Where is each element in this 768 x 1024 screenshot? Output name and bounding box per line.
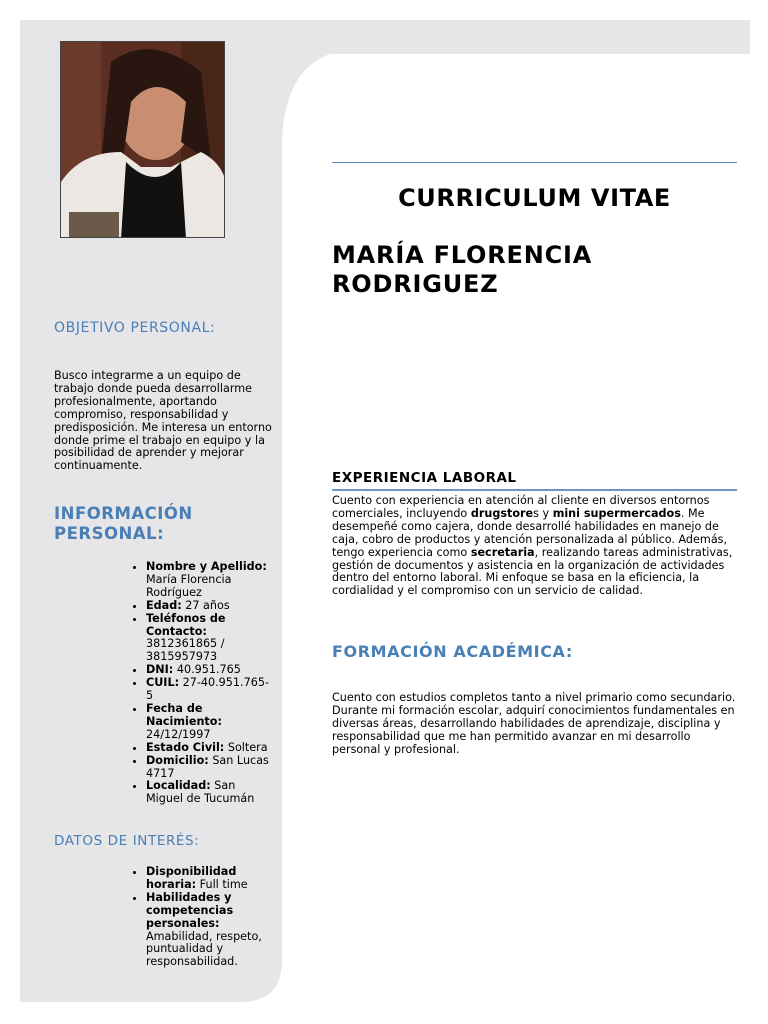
list-item: • Disponibilidad horaria: Full time [146,866,273,892]
profile-photo-illustration [61,42,225,238]
header-curve [290,54,768,120]
experience-text: Cuento con experiencia en atención al cliente en diversos entornos comerciales, incluyendo drugstores y mini supermercados. Me desempeñé como cajera, donde desarrollé habilidades en manejo de caja, cobro de productos y atención personalizada al público. Además, tengo experiencia como secretaria, realizando tareas administrativas, gestión de documentos y asistencia en la organización de actividades dentro del entorno laboral. Mi enfoque se basa en la eficiencia, la cordialidad y el compromiso con un servicio de calidad. [332,494,733,598]
list-item: • DNI: 40.951.765 [146,664,273,677]
personal-info-heading: INFORMACIÓN PERSONAL: [54,504,193,543]
personal-info-list [108,561,273,806]
list-item: • Localidad: San Miguel de Tucumán [146,780,273,806]
objective-heading: OBJETIVO PERSONAL: [54,320,216,336]
list-item: • Edad: 27 años [146,600,273,613]
header-divider [332,162,737,163]
list-item: • Habilidades y competencias personales: Amabilidad, respeto, puntualidad y responsabilidad. [146,892,273,969]
sidebar [0,0,290,1024]
list-item: • Domicilio: San Lucas 4717 [146,755,273,781]
full-name: MARÍA FLORENCIA RODRIGUEZ [332,241,593,298]
interests-list [108,866,273,969]
list-item: • Nombre y Apellido: María Florencia Rodríguez [146,561,273,600]
objective-text: Busco integrarme a un equipo de trabajo donde pueda desarrollarme profesionalmente, aportando compromiso, responsabilidad y predisposición. Me interesa un entorno donde prime el trabajo en equipo y la posibilidad de aprender y mejorar continuamente. [54,369,272,473]
profile-photo [60,41,225,238]
document-title: CURRICULUM VITAE [398,184,671,212]
list-item: • Fecha de Nacimiento: 24/12/1997 [146,703,273,742]
education-text: Cuento con estudios completos tanto a nivel primario como secundario. Durante mi formación escolar, adquirí conocimientos fundamentales en diversas áreas, desarrollando habilidades de aprendizaje, disciplina y responsabilidad que me han permitido avanzar en mi desarrollo personal y profesional. [332,691,736,756]
experience-heading: EXPERIENCIA LABORAL [332,470,737,491]
list-item: • Estado Civil: Soltera [146,742,273,755]
interests-heading: DATOS DE INTERÉS: [54,833,200,849]
list-item: • Teléfonos de Contacto: 3812361865 / 3815957973 [146,613,273,665]
education-heading: FORMACIÓN ACADÉMICA: [332,642,573,661]
list-item: • CUIL: 27-40.951.765-5 [146,677,273,703]
